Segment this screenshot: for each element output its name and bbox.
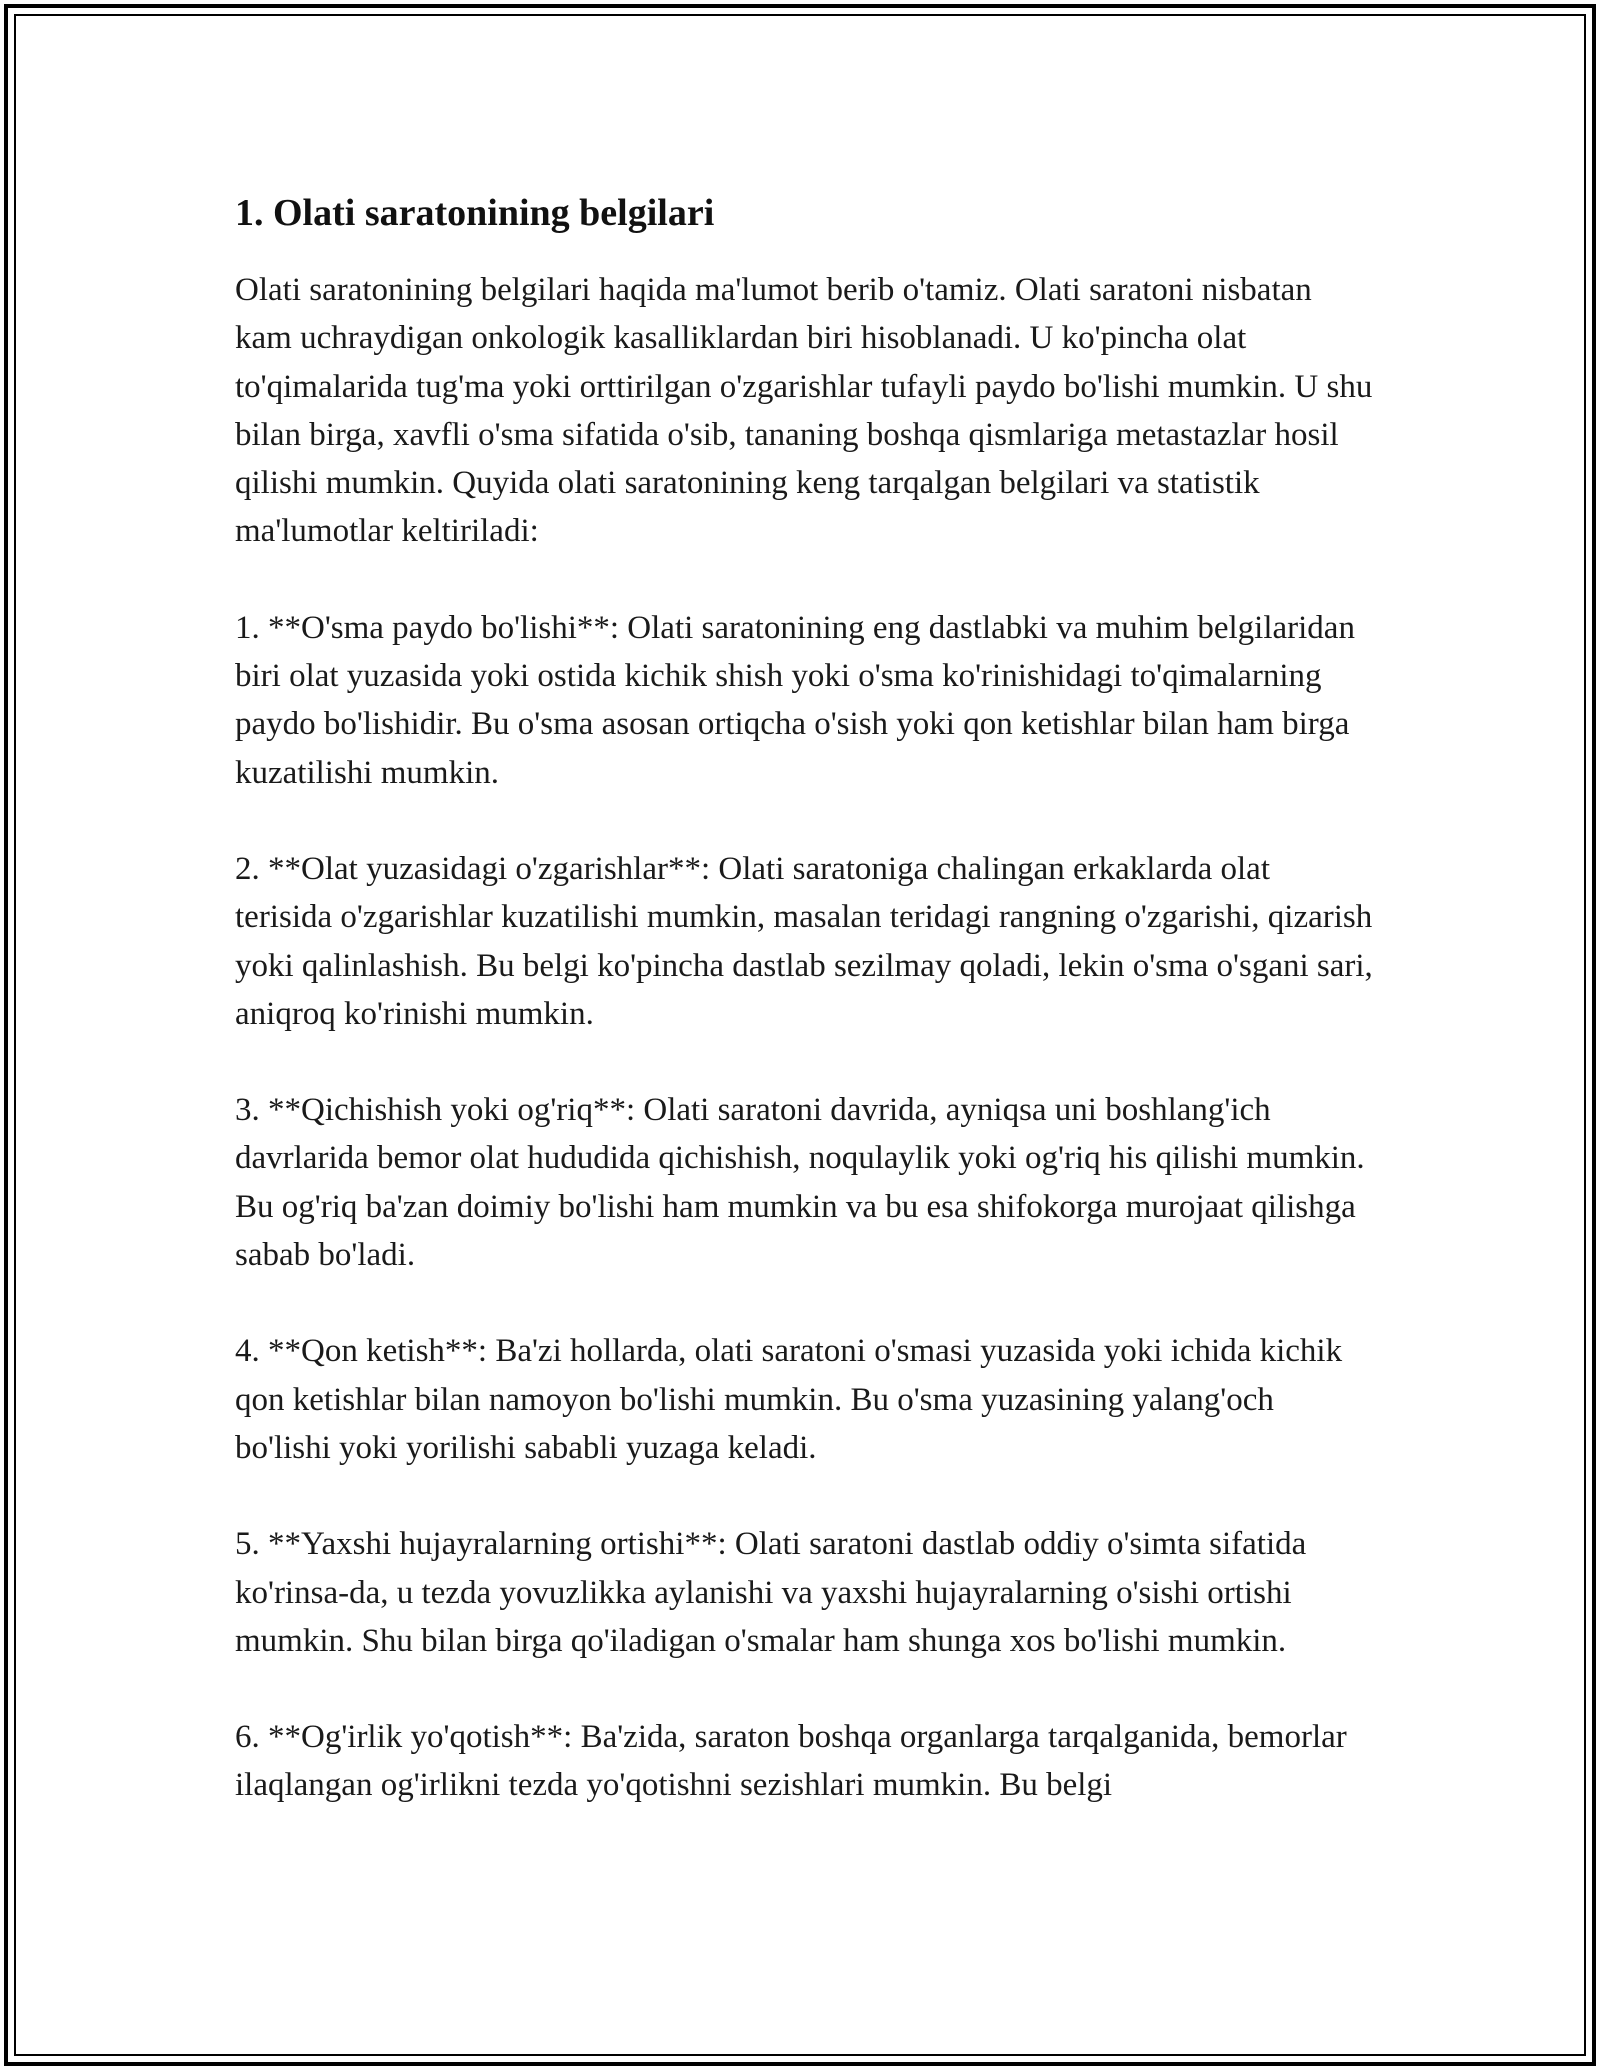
list-item-3: 3. **Qichishish yoki og'riq**: Olati saratoni davrida, ayniqsa uni boshlang'ich davrlarida bemor olat hududida qichishish, noqulaylik yoki og'riq his qilishi mumkin. Bu og'riq ba'zan doimiy bo'lishi ham mumkin va bu esa shifokorga murojaat qilishga sabab bo'ladi. — [235, 1092, 1365, 1274]
document-page — [235, 188, 1375, 1858]
list-item-4: 4. **Qon ketish**: Ba'zi hollarda, olati saratoni o'smasi yuzasida yoki ichida kichik qon ketishlar bilan namoyon bo'lishi mumkin. Bu o'sma yuzasining yalang'och bo'lishi yoki yorilishi sababli yuzaga keladi. — [235, 1333, 1343, 1466]
document-title: 1. Olati saratonining belgilari — [235, 192, 715, 234]
list-item-1: 1. **O'sma paydo bo'lishi**: Olati saratonining eng dastlabki va muhim belgilaridan biri olat yuzasida yoki ostida kichik shish yoki o'sma ko'rinishidagi to'qimalarning paydo bo'lishidir. Bu o'sma asosan ortiqcha o'sish yoki qon ketishlar bilan ham birga kuzatilishi mumkin. — [235, 609, 1355, 791]
list-item-6: 6. **Og'irlik yo'qotish**: Ba'zida, saraton boshqa organlarga tarqalganida, bemorlar ilaqlangan og'irlikni tezda yo'qotishni sezishlari mumkin. Bu belgi — [235, 1719, 1347, 1804]
intro-paragraph: Olati saratonining belgilari haqida ma'lumot berib o'tamiz. Olati saratoni nisbatan kam uchraydigan onkologik kasalliklardan biri hisoblanadi. U ko'pincha olat to'qimalarida tug'ma yoki orttirilgan o'zgarishlar tufayli paydo bo'lishi mumkin. U shu bilan birga, xavfli o'sma sifatida o'sib, tananing boshqa qismlariga metastazlar hosil qilishi mumkin. Quyida olati saratonining keng tarqalgan belgilari va statistik ma'lumotlar keltiriladi: — [235, 272, 1373, 550]
list-item-5: 5. **Yaxshi hujayralarning ortishi**: Olati saratoni dastlab oddiy o'simta sifatida ko'rinsa-da, u tezda yovuzlikka aylanishi va yaxshi hujayralarning o'sishi ortishi mumkin. Shu bilan birga qo'iladigan o'smalar ham shunga xos bo'lishi mumkin. — [235, 1526, 1307, 1659]
list-item-2: 2. **Olat yuzasidagi o'zgarishlar**: Olati saratoniga chalingan erkaklarda olat terisida o'zgarishlar kuzatilishi mumkin, masalan teridagi rangning o'zgarishi, qizarish yoki qalinlashish. Bu belgi ko'pincha dastlab sezilmay qoladi, lekin o'sma o'sgani sari, aniqroq ko'rinishi mumkin. — [235, 850, 1373, 1032]
